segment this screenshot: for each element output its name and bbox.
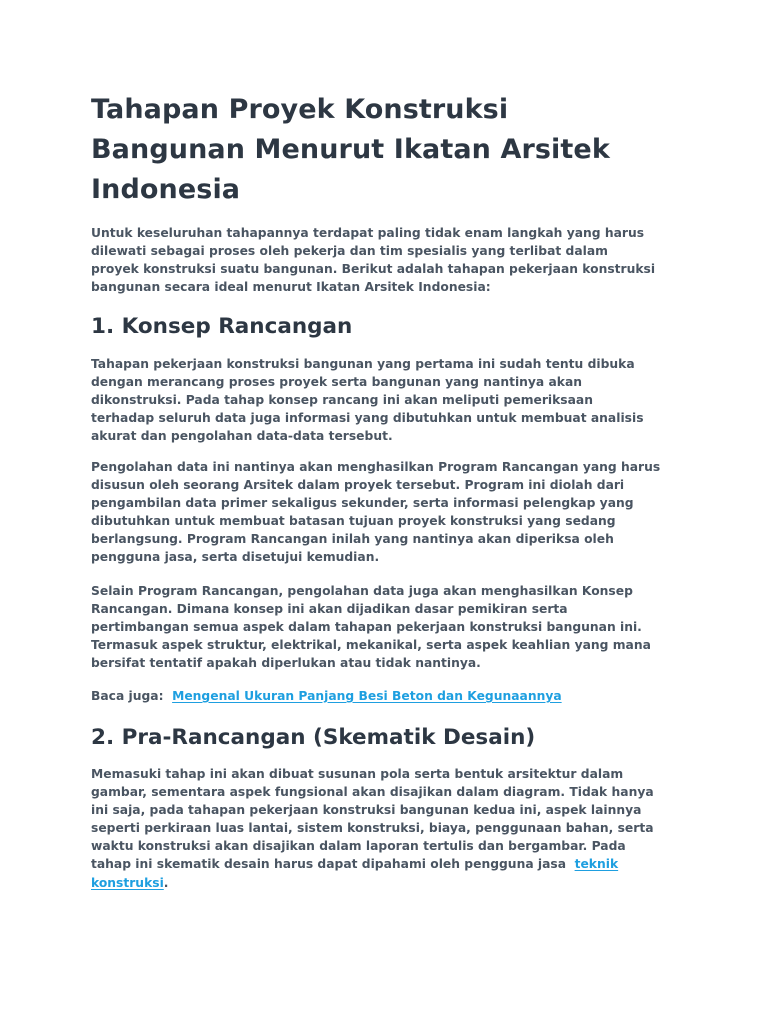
text-line: pertimbangan semua aspek dalam tahapan pekerjaan konstruksi bangunan ini. bbox=[91, 620, 642, 635]
text-line: Termasuk aspek struktur, elektrikal, mekanikal, serta aspek keahlian yang mana bbox=[91, 638, 651, 653]
text-line: gambar, sementara aspek fungsional akan disajikan dalam diagram. Tidak hanya bbox=[91, 785, 654, 800]
text-line: Pengolahan data ini nantinya akan menghasilkan Program Rancangan yang harus bbox=[91, 460, 661, 474]
text-line: Selain Program Rancangan, pengolahan data juga akan menghasilkan Konsep bbox=[91, 584, 633, 598]
text-line-with-link bbox=[91, 855, 654, 873]
teknik-konstruksi-link-part2[interactable]: konstruksi bbox=[91, 875, 164, 890]
section1-paragraph-2 bbox=[91, 458, 660, 567]
text-line: berlangsung. Program Rancangan inilah yang nantinya akan diperiksa oleh bbox=[91, 532, 614, 547]
text-line: dikonstruksi. Pada tahap konsep rancang ini akan meliputi pemeriksaan bbox=[91, 393, 593, 408]
intro-paragraph bbox=[91, 224, 655, 296]
read-also-link[interactable]: Mengenal Ukuran Panjang Besi Beton dan Kegunaannya bbox=[172, 689, 562, 703]
text-line: Untuk keseluruhan tahapannya terdapat paling tidak enam langkah yang harus bbox=[91, 226, 645, 240]
text-line: disusun oleh seorang Arsitek dalam proyek tersebut. Program ini diolah dari bbox=[91, 478, 625, 493]
article-title bbox=[91, 90, 610, 210]
text-line: Memasuki tahap ini akan dibuat susunan pola serta bentuk arsitektur dalam bbox=[91, 767, 624, 781]
text-line: dilewati sebagai proses oleh pekerja dan tim spesialis yang terlibat dalam bbox=[91, 244, 608, 259]
section2-paragraph-1 bbox=[91, 765, 654, 892]
text-line: proyek konstruksi suatu bangunan. Berikut adalah tahapan pekerjaan konstruksi bbox=[91, 262, 656, 277]
text-line: terhadap seluruh data juga informasi yang dibutuhkan untuk membuat analisis bbox=[91, 411, 644, 426]
text-line: Rancangan. Dimana konsep ini akan dijadikan dasar pemikiran serta bbox=[91, 602, 568, 617]
section1-heading: 1. Konsep Rancangan bbox=[91, 314, 353, 339]
read-also-line bbox=[91, 687, 562, 705]
text-line: pengambilan data primer sekaligus sekunder, serta informasi pelengkap yang bbox=[91, 496, 634, 511]
text-fragment: tahap ini skematik desain harus dapat dipahami oleh pengguna jasa bbox=[91, 857, 567, 872]
text-line: ini saja, pada tahapan pekerjaan konstruksi bangunan kedua ini, aspek lainnya bbox=[91, 803, 642, 818]
text-line: waktu konstruksi akan disajikan dalam laporan tertulis dan bergambar. Pada bbox=[91, 839, 626, 854]
text-line: bersifat tentatif apakah diperlukan atau tidak nantinya. bbox=[91, 656, 481, 671]
text-line: seperti perkiraan luas lantai, sistem konstruksi, biaya, penggunaan bahan, serta bbox=[91, 821, 654, 836]
read-also-label: Baca juga: bbox=[91, 689, 164, 703]
section1-paragraph-3 bbox=[91, 582, 651, 672]
text-fragment: . bbox=[163, 875, 169, 890]
title-line: Tahapan Proyek Konstruksi bbox=[91, 94, 509, 125]
text-line: akurat dan pengolahan data-data tersebut. bbox=[91, 429, 393, 444]
title-line: Indonesia bbox=[91, 174, 241, 205]
section2-heading: 2. Pra-Rancangan (Skematik Desain) bbox=[91, 725, 536, 750]
text-line: Tahapan pekerjaan konstruksi bangunan yang pertama ini sudah tentu dibuka bbox=[91, 357, 635, 371]
text-line: bangunan secara ideal menurut Ikatan Arsitek Indonesia: bbox=[91, 280, 491, 295]
teknik-konstruksi-link-part1[interactable]: teknik bbox=[574, 857, 619, 872]
text-line: pengguna jasa, serta disetujui kemudian. bbox=[91, 550, 380, 565]
text-line: dengan merancang proses proyek serta bangunan yang nantinya akan bbox=[91, 375, 583, 390]
text-line-with-link bbox=[91, 874, 654, 892]
text-line: dibutuhkan untuk membuat batasan tujuan proyek konstruksi yang sedang bbox=[91, 514, 616, 529]
section1-paragraph-1 bbox=[91, 355, 644, 445]
title-line: Bangunan Menurut Ikatan Arsitek bbox=[91, 134, 610, 165]
